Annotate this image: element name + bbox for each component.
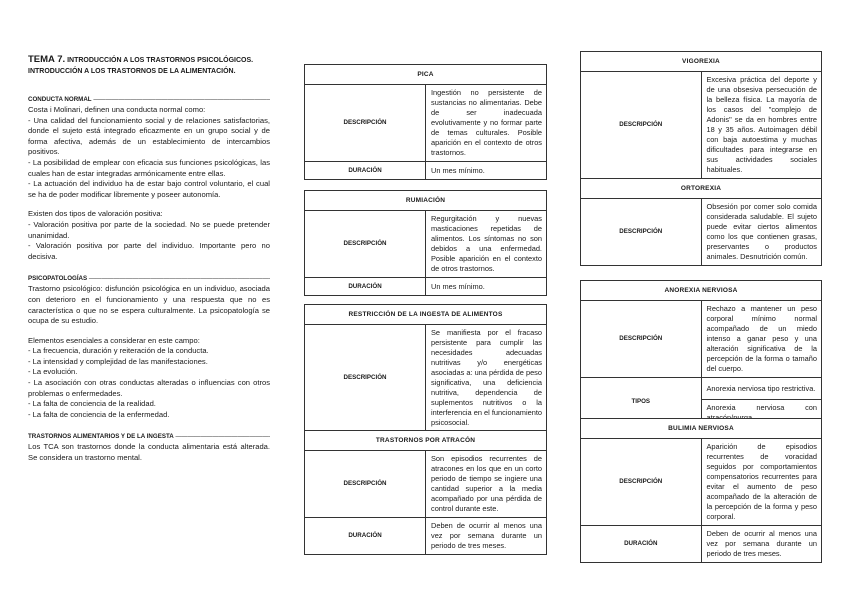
card-title: ORTOREXIA [680,184,722,192]
list-item: - La asociación con otras conductas alteradas o influencias con otros problemas o enfermedades. [28,378,270,398]
card-description: Rechazo a mantener un peso corporal mínimo normal acompañado de un miedo intenso a ganar peso y una alteración significativa de la percepción de la forma o tamaño del cuerpo. [701,301,821,378]
list-item: - La evolución. [28,367,78,377]
section-heading-conducta-normal: CONDUCTA NORMAL ―――――――――――――――――――――――――――――――― [28,95,270,104]
card-bulimia [580,418,822,563]
list-item: - La intensidad y complejidad de las manifestaciones. [28,356,208,366]
card-duration: Deben de ocurrir al menos una vez por semana durante un periodo de tres meses. [426,518,547,555]
label-descripcion: DESCRIPCIÓN [581,72,701,179]
card-ortorexia [580,178,822,266]
paragraph: Costa i Molinari, definen una conducta normal como: [28,105,206,114]
label-descripcion: DESCRIPCIÓN [305,451,426,518]
card-description: Aparición de episodios recurrentes de voracidad seguidos por comportamientos compensatorios recurrentes para evitar el aumento de peso acompañado de la alteración de la percepción de la forma y peso corporal. [701,439,821,526]
card-atracon [304,430,547,555]
card-duration: Deben de ocurrir al menos una vez por semana durante un periodo de tres meses. [701,526,821,563]
label-duracion: DURACIÓN [305,162,426,180]
card-description: Regurgitación y nuevas masticaciones repetidas de alimentos. Los síntomas no son debidos a una enfermedad. Posible aparición en el contexto de otros trastornos. [426,211,547,278]
title-prefix: TEMA 7. [28,54,66,65]
label-descripcion: DESCRIPCIÓN [305,325,426,432]
label-duracion: DURACIÓN [581,526,701,563]
card-vigorexia [580,51,822,179]
paragraph: Los TCA son trastornos donde la conducta alimentaria está alterada. Se considera un trastorno mental. [28,442,270,463]
card-type-item: Anorexia nerviosa tipo restrictiva. [701,378,821,400]
label-descripcion: DESCRIPCIÓN [581,301,701,378]
card-title: BULIMIA NERVIOSA [668,424,734,432]
list-item: - La frecuencia, duración y reiteración de la conducta. [28,346,209,356]
paragraph: Trastorno psicológico: disfunción psicológica en un individuo, asociada con deterioro en el funcionamiento y una respuesta que no es característica o que no se espera culturalmente. La psicopatología se ocupa de su estudio. [28,284,270,326]
title-main: INTRODUCCIÓN A LOS TRASTORNOS PSICOLÓGICOS. [67,57,254,64]
list-item: - Valoración positiva por parte del individuo. Importante pero no decisiva. [28,241,270,261]
card-title: TRASTORNOS POR ATRACÓN [375,436,476,444]
card-title: RESTRICCIÓN DE LA INGESTA DE ALIMENTOS [348,310,503,318]
card-title: PICA [417,70,434,78]
label-descripcion: DESCRIPCIÓN [581,439,701,526]
card-type-item: Anorexia nerviosa con [701,400,821,427]
card-duration: Un mes mínimo. [426,162,547,180]
list-item: - Valoración positiva por parte de la sociedad. No se puede pretender unanimidad. [28,219,270,240]
label-descripcion: DESCRIPCIÓN [305,85,426,162]
card-duration: Un mes mínimo. [426,278,547,296]
card-anorexia [580,280,822,427]
label-descripcion: DESCRIPCIÓN [305,211,426,278]
label-duracion: DURACIÓN [305,518,426,555]
card-description: Son episodios recurrentes de atracones en los que en un corto periodo de tiempo se ingiere una cantidad superior a la media acompañado por una pérdida de control durante este. [426,451,547,518]
list-item: - La falta de conciencia de la realidad. [28,399,156,409]
label-duracion: DURACIÓN [305,278,426,296]
card-title: RUMIACIÓN [405,196,446,204]
list-item: - La falta de conciencia de la enfermedad. [28,409,170,419]
card-title: VIGOREXIA [682,57,720,65]
title-subtitle: INTRODUCCIÓN A LOS TRASTORNOS DE LA ALIMENTACIÓN. [28,68,236,75]
card-restriccion [304,304,547,432]
card-description: Ingestión no persistente de sustancias no alimentarias. Debe de ser inadecuada evolutivamente y no formar parte de temas culturales. Posible aparición en el contexto de otros trastornos. [426,85,547,162]
card-pica [304,64,547,180]
card-description: Excesiva práctica del deporte y de una obsesiva persecución de la belleza física. La mayoría de los casos del "complejo de Adonis" se da en hombres entre 18 y 35 años. Autoimagen débil con baja autoestima y muchas dificultades para integrarse en sus actividades sociales habituales. [701,72,821,179]
label-tipos: TIPOS [581,378,701,427]
list-item: - Una calidad del funcionamiento social y de relaciones satisfactorias, donde el sujeto está integrado eficazmente en un grupo social y de forma afectiva, además de un establecimiento de intercambios positivos. [28,115,270,157]
card-title: ANOREXIA NERVIOSA [664,286,738,294]
label-descripcion: DESCRIPCIÓN [581,199,701,266]
card-description: Se manifiesta por el fracaso persistente para cumplir las necesidades adecuadas nutritivas y/o energéticas asociadas a: una pérdida de peso significativa, una deficiencia nutritiva, dependencia de suplementos nutritivos o la interferencia en el funcionamiento psicosocial. [426,325,547,432]
page-title [28,54,270,77]
list-item: - La actuación del individuo ha de estar bajo control voluntario, el cual se ha de poder modificar libremente y poseer autonomía. [28,179,270,199]
section-heading-psicopatologias: PSICOPATOLOGÍAS ―――――――――――――――――――――――――――――――― [28,274,270,283]
list-item: - La posibilidad de emplear con eficacia sus funciones psicológicas, las cuales han de estar integradas armónicamente entre ellas. [28,157,270,178]
card-rumiacion [304,190,547,296]
section-heading-tca: TRASTORNOS ALIMENTARIOS Y DE LA INGESTA ―――――――――――――――――――――――――――――――― [28,432,270,441]
paragraph: Elementos esenciales a considerar en este campo: [28,335,200,345]
notes-column [28,54,270,464]
card-description: Obsesión por comer solo comida considerada saludable. El sujeto puede evitar ciertos alimentos como los que contienen grasas, preservantes o productos animales. Desnutrición común. [701,199,821,266]
paragraph: Existen dos tipos de valoración positiva: [28,209,163,219]
